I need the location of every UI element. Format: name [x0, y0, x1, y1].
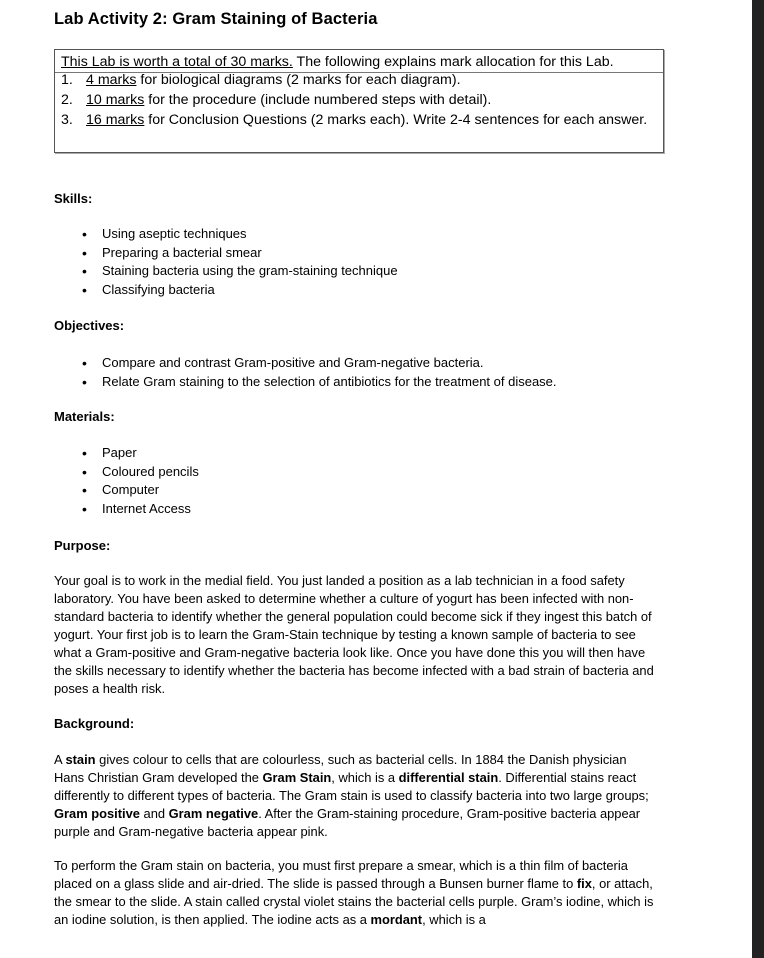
materials-list: [82, 444, 199, 519]
objectives-list: [82, 354, 557, 391]
marks-item-conclusion: 3. 16 marks for Conclusion Questions (2 marks each). Write 2-4 sentences for each answer.: [61, 112, 648, 128]
marks-allocation-box: [54, 49, 664, 153]
purpose-heading: Purpose:: [54, 538, 111, 553]
materials-heading: Materials:: [54, 409, 115, 424]
list-item: • Computer: [82, 481, 199, 500]
list-item: • Internet Access: [82, 500, 199, 519]
background-paragraph-1: A stain gives colour to cells that are colourless, such as bacterial cells. In 1884 the Danish physician Hans Christian Gram developed the Gram Stain, which is a differential stain. Differential stains react differently to different types of bacteria. The Gram stain is used to classify bacteria into two large groups; Gram positive and Gram negative. After the Gram-staining procedure, Gram-positive bacteria appear purple and Gram-negative bacteria appear pink.: [54, 752, 649, 839]
skills-list: [82, 225, 398, 300]
purpose-paragraph: Your goal is to work in the medial field. You just landed a position as a lab technician in a food safety laboratory. You have been asked to determine whether a culture of yogurt has been infected with non-standard bacteria to identify whether the general population could become sick if they ingest this batch of yogurt. Your first job is to learn the Gram-Stain technique by testing a known sample of bacteria to see what a Gram-positive and Gram-negative bacteria look like. Once you have done this you will then have the skills necessary to identify whether the bacteria has become infected with a bad strain of bacteria and poses a health risk.: [54, 573, 654, 696]
marks-item-procedure: 2. 10 marks for the procedure (include numbered steps with detail).: [61, 92, 492, 108]
list-item: • Paper: [82, 444, 199, 463]
skills-heading: Skills:: [54, 191, 93, 206]
objectives-heading: Objectives:: [54, 318, 125, 333]
list-item: • Preparing a bacterial smear: [82, 244, 398, 263]
background-paragraph-2: To perform the Gram stain on bacteria, you must first prepare a smear, which is a thin film of bacteria placed on a glass slide and air-dried. The slide is passed through a Bunsen burner flame to fix, or attach, the smear to the slide. A stain called crystal violet stains the bacterial cells purple. Gram’s iodine, which is an iodine solution, is then applied. The iodine acts as a mordant, which is a: [54, 858, 654, 927]
window-edge: [752, 0, 764, 958]
list-item: • Relate Gram staining to the selection of antibiotics for the treatment of disease.: [82, 373, 557, 392]
list-item: • Coloured pencils: [82, 463, 199, 482]
list-item: • Compare and contrast Gram-positive and Gram-negative bacteria.: [82, 354, 557, 373]
background-heading: Background:: [54, 716, 135, 731]
marks-item-diagrams: 1. 4 marks for biological diagrams (2 marks for each diagram).: [61, 72, 461, 88]
list-item: • Using aseptic techniques: [82, 225, 398, 244]
marks-list: [61, 70, 657, 130]
list-item: • Classifying bacteria: [82, 281, 398, 300]
page-title: Lab Activity 2: Gram Staining of Bacteria: [54, 10, 378, 28]
marks-intro: This Lab is worth a total of 30 marks. The following explains mark allocation for this Lab.: [61, 54, 614, 70]
list-item: • Staining bacteria using the gram-staining technique: [82, 262, 398, 281]
